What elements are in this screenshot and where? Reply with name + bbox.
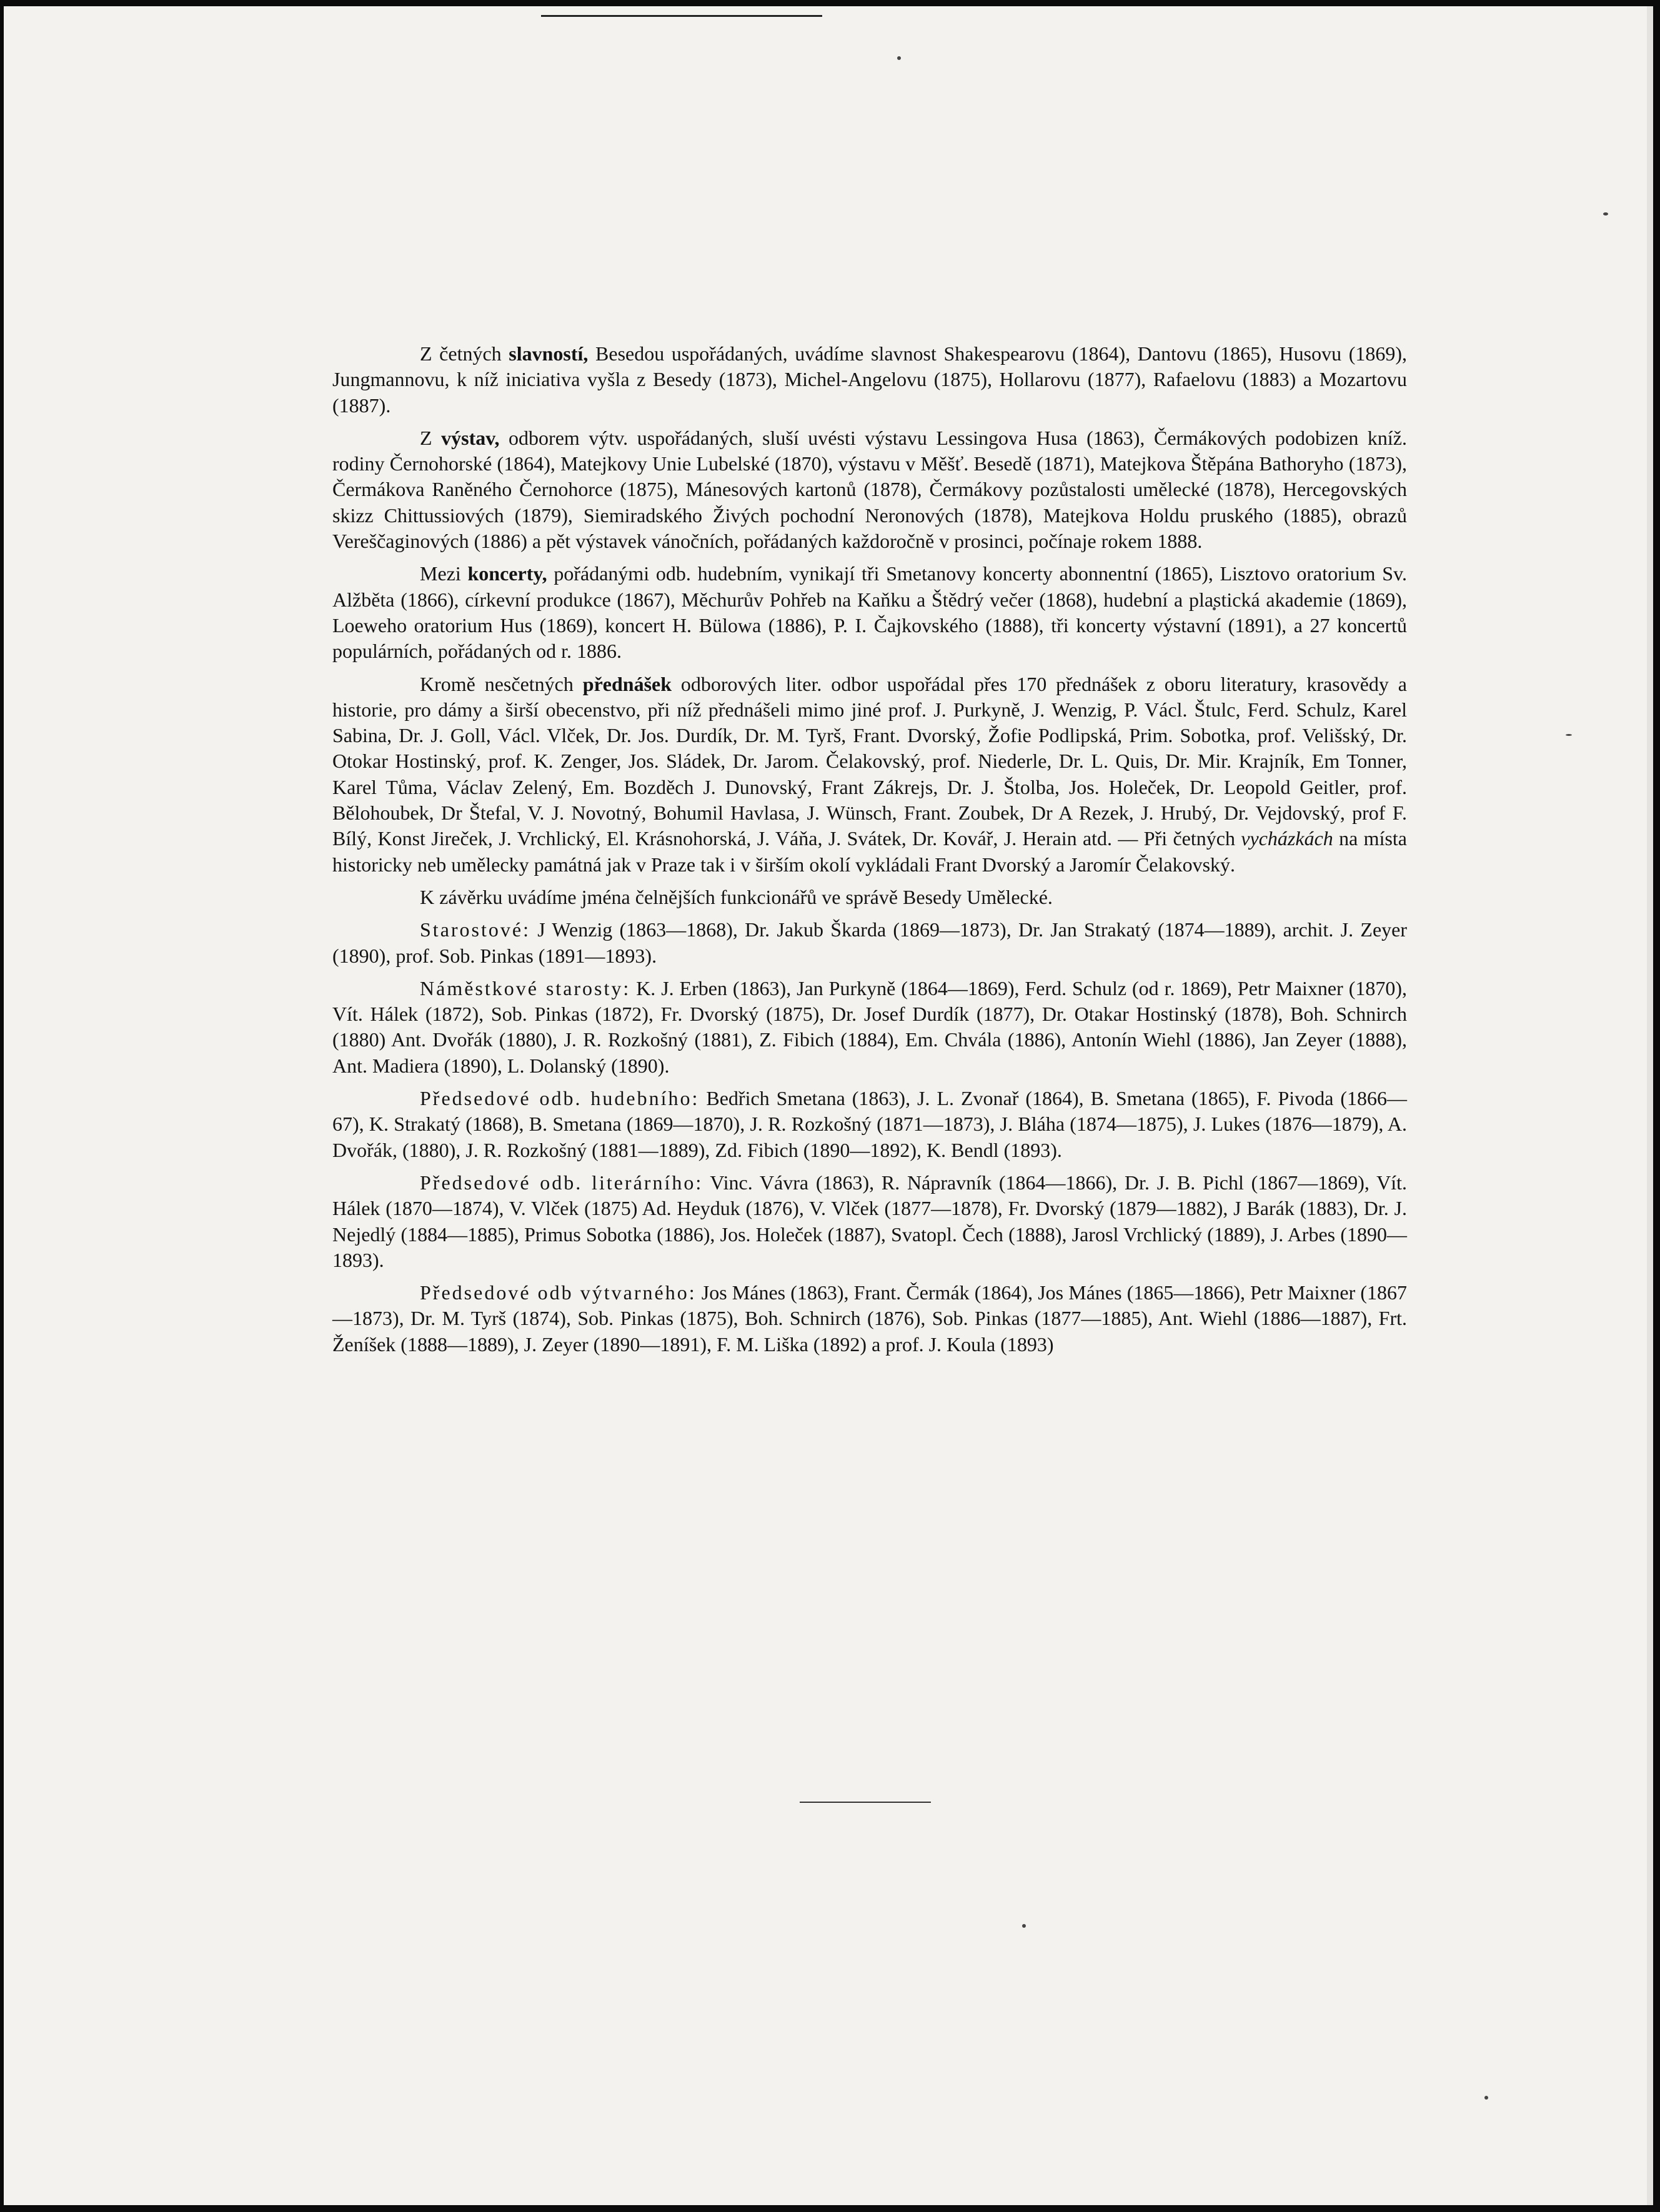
dust-speck [1603,212,1608,216]
dust-speck [897,56,901,60]
text-run: Kromě nesčetných [420,672,583,695]
paragraph-literarni [332,1170,1407,1273]
text-run: K. J. Erben (1863), Jan Purkyně (1864—1869), Ferd. Schulz (od r. 1869), Petr Maixner (1870), Vít. Hálek (1872), Sob. Pinkas (1872), Fr. Dvorský (1875), Dr. Josef Durdík (1877), Dr. Otakar Hostinský (1878), Boh. Schnirch (1880) Ant. Dvořák (1880), J. R. Rozkošný (1881), Z. Fibich (1884), Em. Chvála (1886), Antonín Wiehl (1886), Jan Zeyer (1888), Ant. Madiera (1890), L. Dolanský (1890). [332,976,1408,1077]
paragraph-koncerty [332,561,1407,664]
dust-speck [1566,734,1572,736]
paragraph-namestkove [332,976,1407,1079]
list-heading: Předsedové odb. literárního: [420,1171,703,1194]
keyword-prednasky: přednášek [582,672,672,695]
list-heading: Starostové: [420,918,530,941]
text-run: odborem výtv. uspořádaných, sluší uvésti výstavu Lessingova Husa (1863), Čermákových podobizen kníž. rodiny Černohorské (1864), Matejkovy Unie Lubelské (1870), výstavu v Měšť. Besedě (1871), Matejkova Štěpána Bathoryho (1873), Čermákova Raněného Černohorce (1875), Mánesových kartonů (1878), Čermákovy pozůstalosti umělecké (1878), Hercegovských skizz Chittussiových (1879), Siemiradského Živých pochodní Neronových (1878), Matejkova Holdu pruského (1885), obrazů Vereščaginových (1886) a pět výstavek vánočních, pořádaných každoročně v prosinci, počínaje rokem 1888. [332,426,1408,553]
keyword-vystav: výstav, [441,426,500,449]
text-run: pořádanými odb. hudebním, vynikají tři Smetanovy koncerty abonnentní (1865), Lisztovo oratorium Sv. Alžběta (1866), církevní produkce (1867), Měchurův Pohřeb na Kaňku a Štědrý večer (1868), hudební a plastická akademie (1869), Loeweho oratorium Hus (1869), koncert H. Bülowa (1886), P. I. Čajkovského (1888), tři koncerty výstavní (1891), a 27 koncertů populárních, pořádaných od r. 1886. [332,562,1408,663]
paragraph-prednasky [332,672,1407,878]
text-run: Z [420,426,442,449]
dust-speck [1022,1924,1026,1928]
text-run: Mezi [420,562,468,585]
scan-right-edge [1647,6,1653,2205]
text-run: Z četných [420,342,509,365]
keyword-koncerty: koncerty, [467,562,547,585]
text-run: J Wenzig (1863—1868), Dr. Jakub Škarda (1869—1873), Dr. Jan Strakatý (1874—1889), archit. J. Zeyer (1890), prof. Sob. Pinkas (1891—1893). [332,918,1407,967]
text-run: Bedřich Smetana (1863), J. L. Zvonař (1864), B. Smetana (1865), F. Pivoda (1866—67), K. Strakatý (1868), B. Smetana (1869—1870), J. R. Rozkošný (1871—1873), J. Bláha (1874—1875), J. Lukes (1876—1879), A. Dvořák, (1880), J. R. Rozkošný (1881—1889), Zd. Fibich (1890—1892), K. Bendl (1893). [332,1087,1408,1161]
keyword-slavnosti: slavností, [509,342,589,365]
scan-top-rule [541,15,822,17]
scanned-page [4,6,1653,2205]
text-run: K závěrku uvádíme jména čelnějších funkcionářů ve správě Besedy Umělecké. [420,885,1053,908]
text-run: Besedou uspořádaných, uvádíme slavnost Shakespearovu (1864), Dantovu (1865), Husovu (1869), Jungmannovu, k níž iniciativa vyšla z Besedy (1873), Michel-Angelovu (1875), Hollarovu (1877), Rafaelovu (1883) a Mozartovu (1887). [332,342,1408,417]
paragraph-vystav [332,425,1407,554]
paragraph-funkcionari [332,885,1407,910]
list-heading: Předsedové odb. hudebního: [420,1087,700,1110]
end-rule [800,1802,931,1803]
dust-speck [1484,2096,1488,2100]
body-text [332,341,1407,1357]
paragraph-starostove [332,917,1407,969]
text-run: Jos Mánes (1863), Frant. Čermák (1864), Jos Mánes (1865—1866), Petr Maixner (1867—1873), Dr. M. Tyrš (1874), Sob. Pinkas (1875), Boh. Schnirch (1876), Sob. Pinkas (1877—1885), Ant. Wiehl (1886—1887), Frt. Ženíšek (1888—1889), J. Zeyer (1890—1891), F. M. Liška (1892) a prof. J. Koula (1893) [332,1281,1408,1356]
list-heading: Náměstkové starosty: [420,976,631,999]
list-heading: Předsedové odb výtvarného: [420,1281,697,1304]
text-run: na místa historicky neb umělecky památná jak v Praze tak i v širším okolí vykládali Frant Dvorský a Jaromír Čelakovský. [332,827,1408,876]
paragraph-hudebni [332,1086,1407,1163]
paragraph-vytvarny [332,1280,1407,1357]
text-run: odborových liter. odbor uspořádal přes 170 přednášek z oboru literatury, krasovědy a historie, pro dámy a širší obecenstvo, při níž přednášeli mimo jiné prof. J. Purkyně, J. Wenzig, P. Václ. Štulc, Ferd. Schulz, Karel Sabina, Dr. J. Goll, Václ. Vlček, Dr. Jos. Durdík, Dr. M. Tyrš, Frant. Dvorský, Žofie Podlipská, Prim. Sobotka, prof. Velišský, Dr. Otokar Hostinský, prof. K. Zenger, Jos. Sládek, Dr. Jarom. Čelakovský, prof. Niederle, Dr. L. Quis, Dr. Mir. Krajník, Em Tonner, Karel Tůma, Václav Zelený, Em. Bozděch J. Dunovský, Frant Zákrejs, Dr. J. Štolba, Jos. Holeček, Dr. Leopold Geitler, prof. Bělohoubek, Dr Štefal, V. J. Novotný, Bohumil Havlasa, J. Wünsch, Frant. Zoubek, Dr A Rezek, J. Hrubý, Dr. Vejdovský, prof F. Bílý, Konst Jireček, J. Vrchlický, El. Krásnohorská, J. Váňa, J. Svátek, Dr. Kovář, J. Herain atd. — Při četných [332,672,1408,850]
keyword-vychazky: vycházkách [1241,827,1333,850]
text-run: Vinc. Vávra (1863), R. Nápravník (1864—1866), Dr. J. B. Pichl (1867—1869), Vít. Hálek (1870—1874), V. Vlček (1875) Ad. Heyduk (1876), V. Vlček (1877—1878), Fr. Dvorský (1879—1882), J Barák (1883), Dr. J. Nejedlý (1884—1885), Primus Sobotka (1886), Jos. Holeček (1887), Svatopl. Čech (1888), Jarosl Vrchlický (1889), J. Arbes (1890—1893). [332,1171,1408,1271]
paragraph-slavnosti [332,341,1407,419]
